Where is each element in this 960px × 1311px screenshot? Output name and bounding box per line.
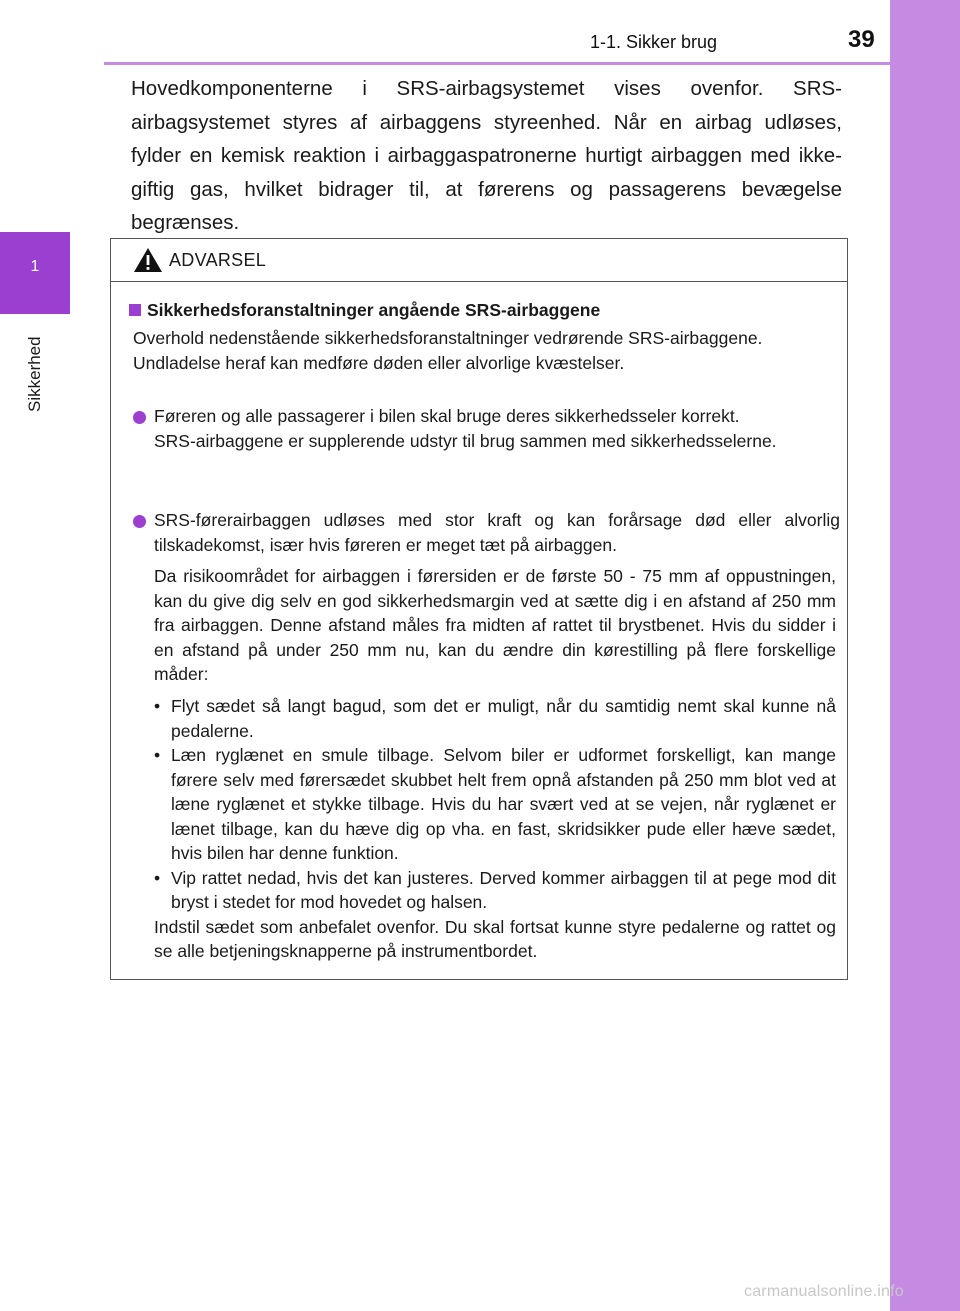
circle-bullet-icon [133, 515, 146, 528]
header-rule [104, 62, 890, 65]
warning-bullet-list [154, 694, 836, 964]
warning-detail-text: Da risikoområdet for airbaggen i førersiden er de første 50 - 75 mm af oppustningen, kan du give dig selv en god sikkerhedsmargin ved at sætte dig i en afstand af 250 mm fra airbaggen. Denne afstand måles fra midten af rattet til brystbenet. Hvis du sidder i en afstand på under 250 mm nu, kan du ændre din kørestilling på flere forskellige måder: [154, 566, 836, 684]
warning-lead-2: Undladelse heraf kan medføre døden eller alvorlige kvæstelser. [133, 352, 625, 373]
circle-bullet-icon [133, 411, 146, 424]
warning-item-2-text: SRS-førerairbaggen udløses med stor kraft og kan forårsage død eller alvorlig tilskadekomst, især hvis føreren er meget tæt på airbaggen. [154, 510, 840, 555]
warning-header [111, 239, 847, 282]
chapter-number: 1 [30, 258, 40, 275]
warning-title: ADVARSEL [169, 250, 267, 270]
warning-item-1-text: Føreren og alle passagerer i bilen skal bruge deres sikkerhedsseler korrekt. [154, 406, 740, 426]
warning-item-1 [154, 404, 840, 453]
warning-heading-text: Sikkerhedsforanstaltninger angående SRS-airbaggene [147, 300, 601, 320]
warning-lead-1: Overhold nedenstående sikkerhedsforanstaltninger vedrørende SRS-airbaggene. [133, 328, 763, 348]
intro-paragraph: Hovedkomponenterne i SRS-airbagsystemet vises ovenfor. SRS-airbagsystemet styres af airbaggens styreenhed. Når en airbag udløses, fylder en kemisk reaktion i airbaggaspatronerne hurtigt airbaggen med ikke-giftig gas, hvilket bidrager til, at førerens og passagerens bevægelse begrænses. [131, 77, 842, 234]
watermark: carmanualsonline.info [744, 1283, 904, 1300]
chapter-label: Sikkerhed [25, 336, 44, 412]
warning-heading [129, 298, 600, 323]
warning-item-2 [154, 508, 840, 557]
list-item: • Vip rattet nedad, hvis det kan justeres. Derved kommer airbaggen til at pege mod dit bryst i stedet for mod hovedet og halsen. [154, 866, 836, 915]
warning-lead [133, 326, 829, 375]
page-number: 39 [848, 26, 875, 53]
warning-item-2-detail [154, 564, 836, 687]
section-title: 1-1. Sikker brug [590, 32, 718, 52]
square-bullet-icon [129, 304, 141, 316]
list-item: • Læn ryglænet en smule tilbage. Selvom biler er udformet forskelligt, kan mange førere selv med førersædet skubbet helt frem opnå afstanden på 250 mm blot ved at læne ryglænet et stykke tilbage. Hvis du har svært ved at se vejen, når ryglænet er lænet tilbage, kan du hæve dig op vha. en fast, skridsikker pude eller hæve sædet, hvis bilen har denne funktion. [154, 743, 836, 866]
warning-triangle-icon [133, 247, 163, 273]
warning-box [110, 238, 848, 980]
chapter-sidebar [890, 0, 960, 1311]
warning-closing: Indstil sædet som anbefalet ovenfor. Du skal fortsat kunne styre pedalerne og rattet og se alle betjeningsknapperne på instrumentbordet. [154, 916, 836, 961]
warning-item-1-note: SRS-airbaggene er supplerende udstyr til brug sammen med sikkerhedsselerne. [154, 430, 777, 451]
list-item: • Flyt sædet så langt bagud, som det er muligt, når du samtidig nemt skal kunne nå pedalerne. [154, 694, 836, 743]
